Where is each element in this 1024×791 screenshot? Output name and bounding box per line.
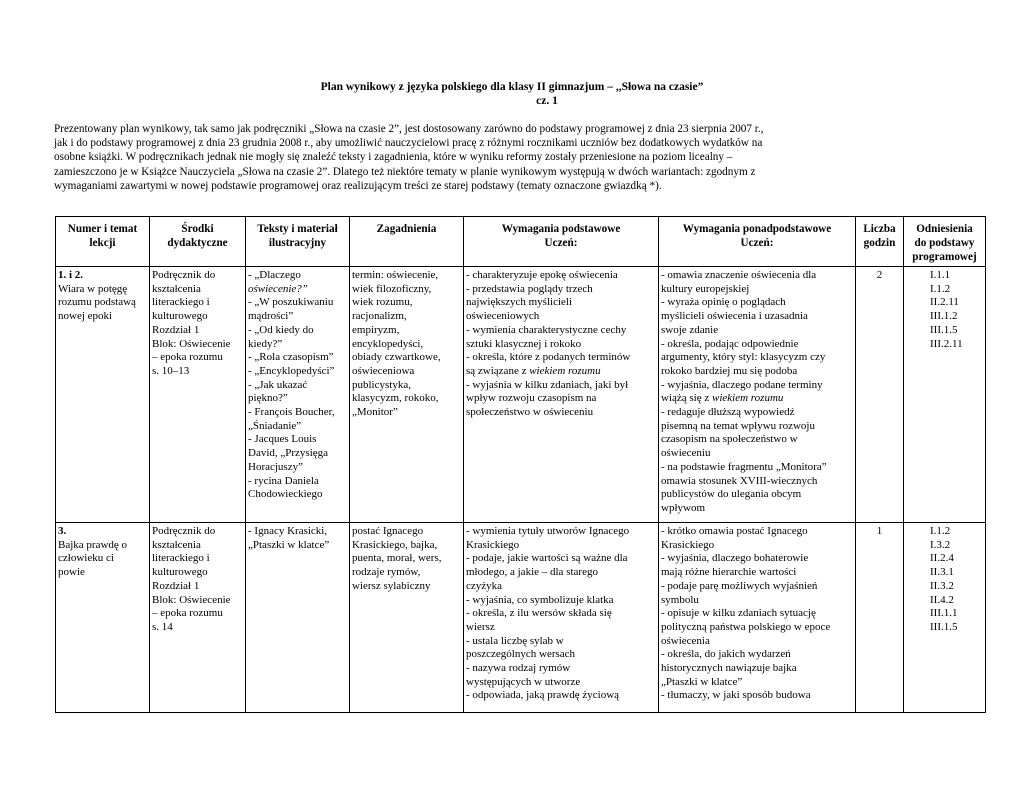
cell-teksty: - „Dlaczego oświecenie?” - „W poszukiwaniu mądrości” - „Od kiedy do kiedy?” - „Rola czasopism” - „Encyklopedyści” - „Jak ukazać piękno?” - François Boucher, „Śniadanie” - Jacques Louis David, „Przysięga Horacjuszy” - rycina Daniela Chodowieckiego bbox=[246, 267, 350, 523]
header-zagadnienia: Zagadnienia bbox=[350, 217, 464, 267]
table-header-row bbox=[56, 217, 986, 267]
cell-wymagania-ponadpodstawowe: - krótko omawia postać Ignacego Krasickiego - wyjaśnia, dlaczego bohaterowie mają różne hierarchie wartości - podaje parę możliwych wyjaśnień symbolu - opisuje w kilku zdaniach sytuację polityczną państwa polskiego w epoce oświecenia - określa, do jakich wydarzeń historycznych nawiązuje bajka „Ptaszki w klatce” - tłumaczy, w jaki sposób budowa bbox=[659, 523, 856, 713]
intro-line: Prezentowany plan wynikowy, tak samo jak podręczniki „Słowa na czasie 2”, jest dostosowany zarówno do podstawy programowej z dnia 23 sierpnia 2007 r., bbox=[54, 123, 764, 135]
emphasis-text: wiekiem rozumu bbox=[529, 364, 601, 377]
cell-srodki: Podręcznik do kształcenia literackiego i kulturowego Rozdział 1 Blok: Oświecenie – epoka rozumu s. 14 bbox=[150, 523, 246, 713]
cell-odniesienia: I.1.2 I.3.2 II.2.4 II.3.1 II.3.2 II.4.2 III.1.1 III.1.5 bbox=[904, 523, 986, 713]
emphasis-text: wiekiem rozumu bbox=[712, 392, 784, 405]
header-liczba-godzin: Liczba godzin bbox=[856, 217, 904, 267]
cell-wymagania-podstawowe: - wymienia tytuły utworów Ignacego Krasickiego - podaje, jakie wartości są ważne dla młodego, a jakie – dla starego czyżyka - wyjaśnia, co symbolizuje klatka - określa, z ilu wersów składa się wiersz - ustala liczbę sylab w poszczególnych wersach - nazywa rodzaj rymów występujących w utworze - odpowiada, jaką prawdę życiową bbox=[464, 523, 659, 713]
intro-line: zamieszczono je w Książce Nauczyciela „Słowa na czasie 2”. Dlatego też niektóre tematy w planie wynikowym występują w dwóch wariantach: zgodnym z bbox=[54, 165, 756, 178]
cell-zagadnienia: termin: oświecenie, wiek filozoficzny, wiek rozumu, racjonalizm, empiryzm, encyklopedyści, obiady czwartkowe, oświeceniowa publicystyka, klasycyzm, rokoko, „Monitor” bbox=[350, 267, 464, 523]
document-title bbox=[0, 80, 1024, 108]
header-teksty: Teksty i materiał ilustracyjny bbox=[246, 217, 350, 267]
table-row bbox=[56, 267, 986, 523]
cell-wymagania-podstawowe: - charakteryzuje epokę oświecenia - przedstawia poglądy trzech największych myślicieli oświeceniowych - wymienia charakterystyczne cechy sztuki klasycznej i rokoko - określa, które z podanych terminów są związane z wiekiem rozumu - wyjaśnia w kilku zdaniach, jaki był wpływ rozwoju czasopism na społeczeństwo w oświeceniu bbox=[464, 267, 659, 523]
intro-paragraph bbox=[54, 122, 836, 193]
header-wymagania-podstawowe: Wymagania podstawowe Uczeń: bbox=[464, 217, 659, 267]
title-line-1: Plan wynikowy z języka polskiego dla klasy II gimnazjum – ,,Słowa na czasie” bbox=[320, 81, 704, 93]
intro-line: osobne książki. W podręcznikach jednak nie mogły się znaleźć teksty i zagadnienia, które w wyniku reformy zostały przeniesione na poziom licealny – bbox=[54, 151, 733, 164]
intro-line: jak i do podstawy programowej z dnia 23 grudnia 2008 r., aby umożliwić nauczycielowi pracę z różnymi rocznikami uczniów bez dodatkowych wydatków na bbox=[54, 137, 763, 150]
cell-odniesienia: I.1.1 I.1.2 II.2.11 III.1.2 III.1.5 III.2.11 bbox=[904, 267, 986, 523]
cell-teksty: - Ignacy Krasicki, „Ptaszki w klatce” bbox=[246, 523, 350, 713]
cell-wymagania-ponadpodstawowe: - omawia znaczenie oświecenia dla kultury europejskiej - wyraża opinię o poglądach myślicieli oświecenia i uzasadnia swoje zdanie - określa, podając odpowiednie argumenty, który styl: klasycyzm czy rokoko bardziej mu się podoba - wyjaśnia, dlaczego podane terminy wiążą się z wiekiem rozumu - redaguje dłuższą wypowiedź pisemną na temat wpływu rozwoju czasopism na społeczeństwo w oświeceniu - na podstawie fragmentu „Monitora” omawia stosunek XVIII-wiecznych publicystów do ulegania obcym wpływom bbox=[659, 267, 856, 523]
cell-lesson-topic: 3. Bajka prawdę o człowieku ci powie bbox=[56, 523, 150, 713]
cell-liczba-godzin: 1 bbox=[856, 523, 904, 713]
cell-zagadnienia: postać Ignacego Krasickiego, bajka, puenta, morał, wers, rodzaje rymów, wiersz sylabiczny bbox=[350, 523, 464, 713]
header-odniesienia: Odniesienia do podstawy programowej bbox=[904, 217, 986, 267]
header-srodki: Środki dydaktyczne bbox=[150, 217, 246, 267]
header-numer: Numer i temat lekcji bbox=[56, 217, 150, 267]
cell-srodki: Podręcznik do kształcenia literackiego i kulturowego Rozdział 1 Blok: Oświecenie – epoka rozumu s. 10–13 bbox=[150, 267, 246, 523]
header-wymagania-ponadpodstawowe: Wymagania ponadpodstawowe Uczeń: bbox=[659, 217, 856, 267]
cell-lesson-topic: 1. i 2. Wiara w potęgę rozumu podstawą nowej epoki bbox=[56, 267, 150, 523]
title-line-2: cz. 1 bbox=[536, 95, 558, 107]
intro-line: wymaganiami zawartymi w nowej podstawie programowej oraz realizującym treści ze starej podstawy (tematy oznaczone gwiazdką *). bbox=[54, 179, 662, 192]
lesson-plan-table bbox=[55, 216, 986, 713]
cell-liczba-godzin: 2 bbox=[856, 267, 904, 523]
table-row bbox=[56, 523, 986, 713]
